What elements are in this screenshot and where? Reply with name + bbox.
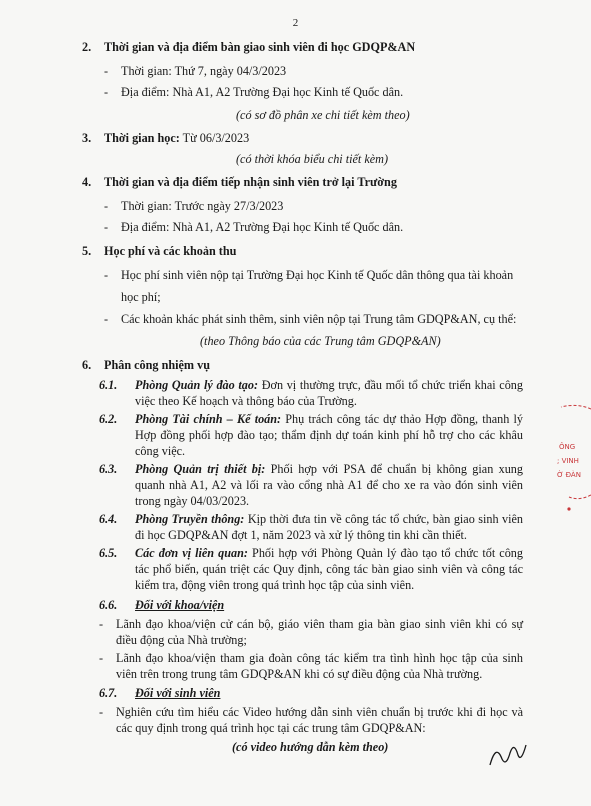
section-3-number: 3. [82, 131, 92, 145]
subsection-6-5-number: 6.5. [99, 546, 118, 560]
subsection-6-3 [135, 462, 523, 510]
subsection-6-3-number: 6.3. [99, 462, 118, 476]
subsection-6-4-number: 6.4. [99, 512, 118, 526]
subsection-6-7-number: 6.7. [99, 686, 118, 700]
subsection-6-6-item-1: Lãnh đạo khoa/viện cử cán bộ, giáo viên tham gia bàn giao sinh viên khi có sự điều động của Nhà trường; [116, 617, 523, 647]
signature-mark [488, 735, 532, 771]
subsection-6-1-number: 6.1. [99, 378, 118, 392]
bullet-dash: - [99, 617, 104, 631]
subsection-6-6-title: Đối với khoa/viện [135, 598, 225, 612]
subsection-6-3-lead: Phòng Quản trị thiết bị: [135, 462, 266, 476]
section-4-number: 4. [82, 175, 92, 189]
subsection-6-1 [135, 378, 523, 410]
subsection-6-2 [135, 412, 523, 460]
section-5-number: 5. [82, 244, 92, 258]
subsection-6-2-number: 6.2. [99, 412, 118, 426]
subsection-6-5-lead: Các đơn vị liên quan: [135, 546, 248, 560]
bullet-dash: - [99, 651, 104, 665]
section-6-number: 6. [82, 358, 92, 372]
subsection-6-7-item-1: Nghiên cứu tìm hiểu các Video hướng dẫn sinh viên chuẩn bị trước khi đi học và các quy định trong quá trình học tại các trung tâm GDQP&AN: [116, 705, 523, 735]
bullet-dash: - [104, 199, 109, 213]
subsection-6-1-lead: Phòng Quản lý đào tạo: [135, 378, 259, 392]
section-4-item-place: Địa điểm: Nhà A1, A2 Trường Đại học Kinh tế Quốc dân. [121, 220, 404, 234]
section-5-item-1-line-2: học phí; [121, 290, 161, 304]
bullet-dash: - [104, 312, 109, 326]
section-6-title: Phân công nhiệm vụ [104, 358, 210, 372]
subsection-6-4 [135, 512, 523, 544]
subsection-6-2-lead: Phòng Tài chính – Kế toán: [135, 412, 282, 426]
bullet-dash: - [104, 85, 109, 99]
section-5-item-1-line-1: Học phí sinh viên nộp tại Trường Đại học Kinh tế Quốc dân thông qua tài khoản [121, 268, 514, 282]
bullet-dash: - [104, 268, 109, 282]
subsection-6-2-text: Phụ trách công tác dự thảo Hợp đồng, thanh lý Hợp đồng phối hợp đào tạo; thẩm định dự toán kinh phí hỗ trợ cho các khâu công việc. [135, 412, 523, 458]
section-3-note: (có thời khóa biểu chi tiết kèm) [236, 152, 389, 166]
section-2-item-time: Thời gian: Thứ 7, ngày 04/3/2023 [121, 64, 287, 78]
subsection-6-1-text: Đơn vị thường trực, đầu mối tổ chức triển khai công việc theo Kế hoạch và thông báo của Trường. [135, 378, 523, 408]
subsection-6-5-text: Phối hợp với Phòng Quản lý đào tạo tổ chức tốt công tác phổ biến, quán triệt các Quy định, công tác bàn giao sinh viên và công tác kiểm tra, động viên trong quá trình học tập của sinh viên. [135, 546, 523, 592]
subsection-6-5 [135, 546, 523, 594]
bullet-dash: - [104, 64, 109, 78]
subsection-6-3-text: Phối hợp với PSA để chuẩn bị không gian xung quanh nhà A1, A2 và lối ra vào cổng nhà A1 để cho xe ra vào đón sinh viên trong ngày 04/03/2023. [135, 462, 523, 508]
subsection-6-4-lead: Phòng Truyền thông: [135, 512, 245, 526]
section-4-item-time: Thời gian: Trước ngày 27/3/2023 [121, 199, 284, 213]
section-5-note: (theo Thông báo của các Trung tâm GDQP&AN) [200, 334, 441, 348]
section-2-title: Thời gian và địa điểm bàn giao sinh viên đi học GDQP&AN [104, 40, 416, 54]
section-3-line [104, 131, 249, 147]
stamp-text-line-1: ÔNG [559, 443, 576, 451]
bullet-dash: - [104, 220, 109, 234]
stamp-text-line-3: Ờ ĐÀN [557, 471, 581, 479]
subsection-6-4-text: Kịp thời đưa tin về công tác tổ chức, bàn giao sinh viên đi học GDQP&AN đợt 1, năm 2023 và xử lý thông tin khi cần thiết. [135, 512, 523, 542]
page-number: 2 [292, 17, 299, 29]
subsection-6-7-note: (có video hướng dẫn kèm theo) [232, 740, 389, 754]
section-3-value: Từ 06/3/2023 [182, 131, 250, 145]
stamp-text-line-2: ; VINH [557, 457, 579, 465]
section-5-item-2: Các khoản khác phát sinh thêm, sinh viên nộp tại Trung tâm GDQP&AN, cụ thể: [121, 312, 517, 326]
subsection-6-6-item-2: Lãnh đạo khoa/viện tham gia đoàn công tác kiểm tra tình hình học tập của sinh viên trên trong trung tâm GDQP&AN khi có sự điều động của Nhà trường. [116, 651, 523, 681]
section-2-item-place: Địa điểm: Nhà A1, A2 Trường Đại học Kinh tế Quốc dân. [121, 85, 404, 99]
stamp-fragment [555, 395, 591, 525]
bullet-dash: - [99, 705, 104, 719]
subsection-6-6-number: 6.6. [99, 598, 118, 612]
section-2-number: 2. [82, 40, 92, 54]
section-5-title: Học phí và các khoản thu [104, 244, 237, 258]
section-2-note: (có sơ đồ phân xe chi tiết kèm theo) [236, 108, 410, 122]
section-3-title: Thời gian học: [104, 131, 180, 145]
section-4-title: Thời gian và địa điểm tiếp nhận sinh viên trở lại Trường [104, 175, 397, 189]
subsection-6-7-title: Đối với sinh viên [135, 686, 221, 700]
